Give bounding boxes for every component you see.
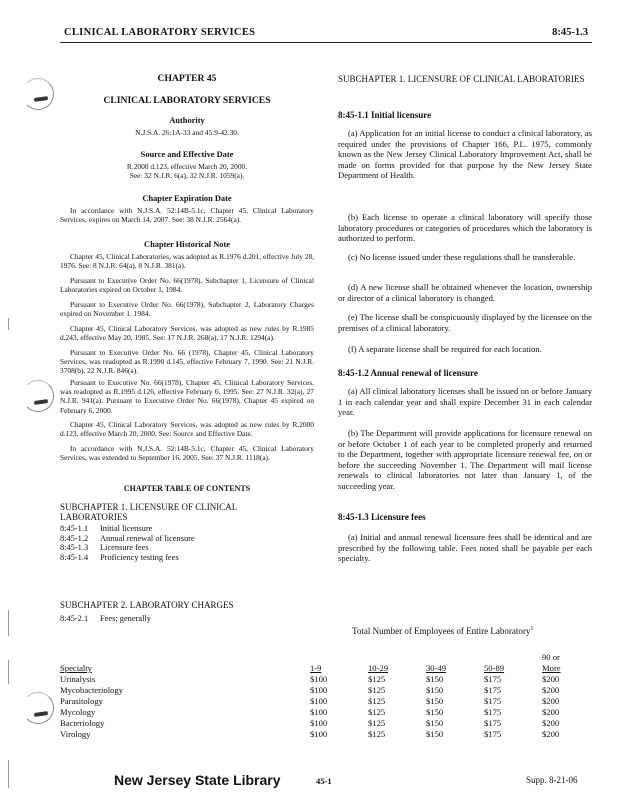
toc-subchapter-1: SUBCHAPTER 1. LICENSURE OF CLINICAL LABORATORIES [60,502,237,522]
binder-hole-mark [22,692,54,724]
header-rule [60,42,592,43]
history-note-5: Pursuant to Executive Order No. 66 (1978), Chapter 45, Clinical Laboratory Services, was readopted as R.1990 d.145, effective February 7, 1990. See: 21 N.J.R. 3708(b), 22 N.J.R. 846(a). [60,348,314,376]
running-header-title: CLINICAL LABORATORY SERVICES [64,27,256,38]
section-1-3-para-a: (a) Initial and annual renewal licensure fees shall be identical and are prescribed by the following table. Fees noted shall be payable per each specialty. [338,532,592,564]
history-note-8: In accordance with N.J.S.A. 52:14B-5.1c, Chapter 45, Clinical Laboratory Services, was extended to September 16, 2005. See: 37 N.J.R. 1118(a). [60,444,314,463]
table-header-cell: More [542,663,561,673]
history-note-7: Chapter 45, Clinical Laboratory Services, was adopted as new rules by R.2000 d.123, effective March 20, 2000. See: Source and Effective Date. [60,420,314,439]
table-cell: $125 [368,674,386,684]
toc-item-number: 8:45-2.1 [60,614,89,623]
table-cell: $125 [368,729,386,739]
running-header-section: 8:45-1.3 [552,27,588,38]
table-row [60,707,590,718]
table-header-cell: Specialty [60,663,92,673]
toc-item-number: 8:45-1.1 [60,524,89,533]
history-note-6: Pursuant to Executive No. 66(1978), Chapter 45, Clinical Laboratory Services, was readopted as R.1995 d.126, effective February 6, 1995. See: 27 N.J.R. 32(a), 27 N.J.R. 941(a). Pursuant to Executive Order No. 66(1978), Chapter 45 expired on February 6, 2000. [60,378,314,415]
table-cell: $100 [310,729,328,739]
table-cell: $175 [484,685,502,695]
table-cell: $200 [542,718,560,728]
margin-mark [8,318,9,330]
table-cell: Mycology [60,707,96,717]
binder-hole-mark [22,380,54,412]
table-cell: Urinalysis [60,674,96,684]
toc-item-title: Initial licensure [100,524,153,533]
section-heading-1-3: 8:45-1.3 Licensure fees [338,512,426,522]
toc-list-2 [60,614,314,624]
table-cell: $150 [426,718,444,728]
table-header-row-top [60,652,590,663]
table-row [60,674,590,685]
binder-hole-mark [22,78,54,110]
table-row [60,729,590,740]
table-cell: $175 [484,674,502,684]
section-1-2-para-a: (a) All clinical laboratory licenses shall be issued on or before January 1 in each calendar year and shall expire December 31 in each calendar year. [338,386,592,418]
toc-item-title: Proficiency testing fees [100,552,179,562]
table-cell: $100 [310,707,328,717]
table-header-cell: 10-29 [368,663,389,673]
table-cell: $150 [426,674,444,684]
table-cell: Mycobacteriology [60,685,124,695]
fee-table [60,652,590,740]
margin-mark [8,760,9,788]
authority-heading: Authority [169,116,205,125]
table-cell: $200 [542,729,560,739]
table-cell: $200 [542,685,560,695]
chapter-number: CHAPTER 45 [157,73,217,84]
table-cell: $125 [368,718,386,728]
table-row [60,685,590,696]
toc-item[interactable] [60,614,314,624]
footnote-marker: 1 [530,626,534,632]
section-1-1-para-c: (c) No license issued under these regulations shall be transferable. [348,252,576,262]
historical-note-heading: Chapter Historical Note [144,240,230,249]
table-header-cell: 50-89 [484,663,505,673]
section-1-1-para-e: (e) The license shall be conspicuously displayed by the licensee on the premises of a clinical laboratory. [338,312,592,333]
table-cell: $175 [484,707,502,717]
table-cell: $175 [484,718,502,728]
table-cell: $175 [484,729,502,739]
table-cell: $100 [310,685,328,695]
library-watermark: New Jersey State Library [114,772,281,788]
section-1-1-para-d: (d) A new license shall be obtained whenever the location, ownership or director of a clinical laboratory is changed. [338,282,592,303]
supplement-date: Supp. 8-21-06 [526,775,578,785]
expiration-text: In accordance with N.J.S.A. 52:14B-5.1c, Chapter 45, Clinical Laboratory Services, expires on March 14, 2007. See: 38 N.J.R. 2564(a). [60,206,314,225]
fee-table-caption [352,626,533,636]
authority-text: N.J.S.A. 26:1A-33 and 45:9-42.30. [135,128,239,137]
toc-item-number: 8:45-1.3 [60,543,89,553]
toc-subchapter-2: SUBCHAPTER 2. LABORATORY CHARGES [60,600,234,610]
section-1-1-para-a: (a) Application for an initial license to conduct a clinical laboratory, as required under the provisions of Chapter 166, P.L. 1975, commonly known as the New Jersey Clinical Laboratory Improvement Act, shall be made on forms provided for that purpose by the New Jersey State Department of Health. [338,128,592,181]
section-1-2-para-b: (b) The Department will provide applications for licensure renewal on or before October 1 of each year to be completed properly and returned to the Department, together with appropriate licensure renewal fee, on or before the succeeding November 1. The Department will mail license renewals to clinical laboratories not later than January 1, of the succeeding year. [338,428,592,491]
toc-item[interactable] [60,534,314,544]
toc-item[interactable] [60,524,314,534]
toc-heading: CHAPTER TABLE OF CONTENTS [123,484,251,493]
section-1-1-para-f: (f) A separate license shall be required for each location. [348,344,542,354]
history-note-2: Pursuant to Executive Order No. 66(1978), Subchapter 1, Licensure of Clinical Laboratories expired on October 1, 1984. [60,276,314,295]
history-note-3: Pursuant to Executive Order No. 66(1978), Subchapter 2, Laboratory Charges expired on November 1, 1984. [60,300,314,319]
toc-item-title: Annual renewal of licensure [100,533,195,543]
table-cell: $200 [542,696,560,706]
table-cell: Bacteriology [60,718,105,728]
table-row [60,696,590,707]
table-cell: $100 [310,674,328,684]
table-header-row [60,663,590,674]
table-cell: $200 [542,707,560,717]
table-cell: $150 [426,696,444,706]
table-cell: $125 [368,696,386,706]
table-cell: $200 [542,674,560,684]
table-header-cell: 30-49 [426,663,447,673]
fee-table-caption-text: Total Number of Employees of Entire Laboratory [352,626,531,636]
toc-item[interactable] [60,543,314,553]
source-heading: Source and Effective Date [140,150,234,159]
toc-item-title: Fees; generally [100,614,151,623]
section-heading-1-2: 8:45-1.2 Annual renewal of licensure [338,368,478,378]
table-cell: $175 [484,696,502,706]
subchapter-title: SUBCHAPTER 1. LICENSURE OF CLINICAL LABORATORIES [338,74,585,84]
margin-mark [8,660,9,684]
page-number: 45-1 [316,776,332,786]
table-cell: $125 [368,707,386,717]
table-cell: $150 [426,707,444,717]
source-text: R.2000 d.123, effective March 20, 2000. See: 32 N.J.R. 6(a), 32 N.J.R. 1059(a). [126,162,248,181]
toc-item[interactable] [60,553,314,563]
toc-item-number: 8:45-1.4 [60,552,89,562]
table-row [60,718,590,729]
table-cell: $100 [310,718,328,728]
toc-list-1 [60,524,314,562]
table-cell: $150 [426,685,444,695]
table-header-cell: 1-9 [310,663,322,673]
toc-item-number: 8:45-1.2 [60,533,89,543]
section-heading-1-1: 8:45-1.1 Initial licensure [338,110,432,120]
chapter-title: CLINICAL LABORATORY SERVICES [103,95,271,106]
history-note-4: Chapter 45, Clinical Laboratory Services, was adopted as new rules by R.1985 d.243, effective May 20, 1985. See: 17 N.J.R. 268(a), 17 N.J.R. 1294(a). [60,324,314,343]
table-cell: Parasitology [60,696,103,706]
table-cell: $125 [368,685,386,695]
expiration-heading: Chapter Expiration Date [142,194,232,203]
toc-item-title: Licensure fees [100,543,149,553]
margin-mark [8,610,9,636]
history-note-1: Chapter 45, Clinical Laboratories, was adopted as R.1976 d.201, effective July 28, 1976. See: 8 N.J.R. 64(a), 8 N.J.R. 381(a). [60,252,314,271]
table-cell: $100 [310,696,328,706]
table-cell: $150 [426,729,444,739]
table-cell: Virology [60,729,91,739]
table-header-cell: 90 or [542,652,560,662]
section-1-1-para-b: (b) Each license to operate a clinical laboratory will specify those laboratory procedures or categories of procedures which the laboratory is authorized to perform. [338,212,592,244]
